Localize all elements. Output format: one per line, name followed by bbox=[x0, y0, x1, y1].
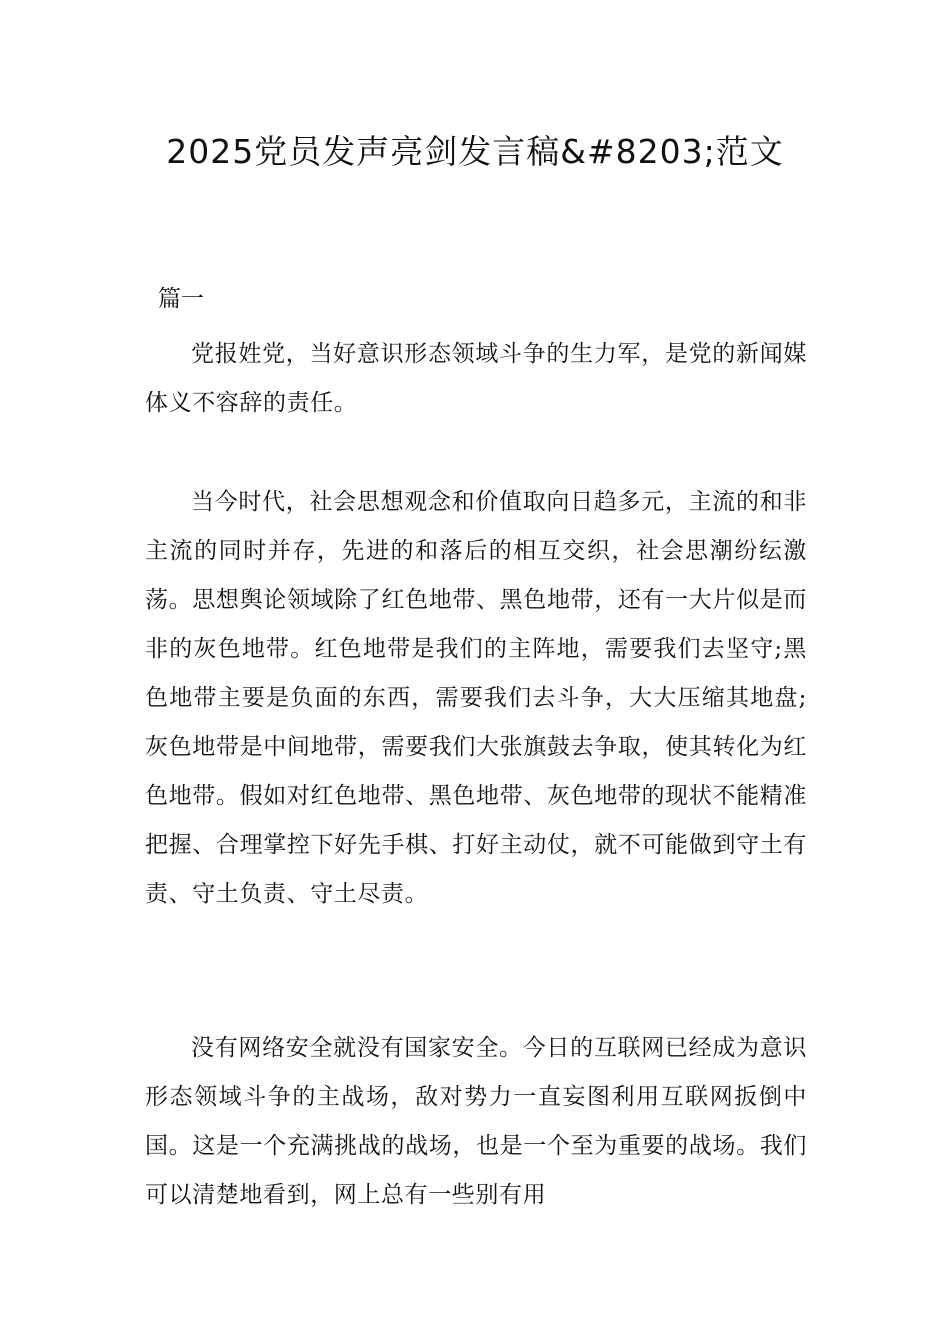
paragraph-1: 党报姓党，当好意识形态领域斗争的生力军，是党的新闻媒体义不容辞的责任。 bbox=[145, 341, 807, 416]
paragraph-2: 当今时代，社会思想观念和价值取向日趋多元，主流的和非主流的同时并存，先进的和落后的相互交织，社会思潮纷纭激荡。思想舆论领域除了红色地带、黑色地带，还有一大片似是而非的灰色地带。红色地带是我们的主阵地，需要我们去坚守;黑色地带主要是负面的东西，需要我们去斗争，大大压缩其地盘;灰色地带是中间地带，需要我们大张旗鼓去争取，使其转化为红色地带。假如对红色地带、黑色地带、灰色地带的现状不能精准把握、合理掌控下好先手棋、打好主动仗，就不可能做到守土有责、守土负责、守土尽责。 bbox=[145, 489, 807, 907]
document-title: 2025党员发声亮剑发言稿&#8203;范文 bbox=[166, 132, 784, 171]
paragraph-3: 没有网络安全就没有国家安全。今日的互联网已经成为意识形态领域斗争的主战场，敌对势力一直妄图利用互联网扳倒中国。这是一个充满挑战的战场，也是一个至为重要的战场。我们可以清楚地看到，网上总有一些别有用 bbox=[145, 1035, 807, 1208]
section-label: 篇一 bbox=[158, 286, 204, 312]
